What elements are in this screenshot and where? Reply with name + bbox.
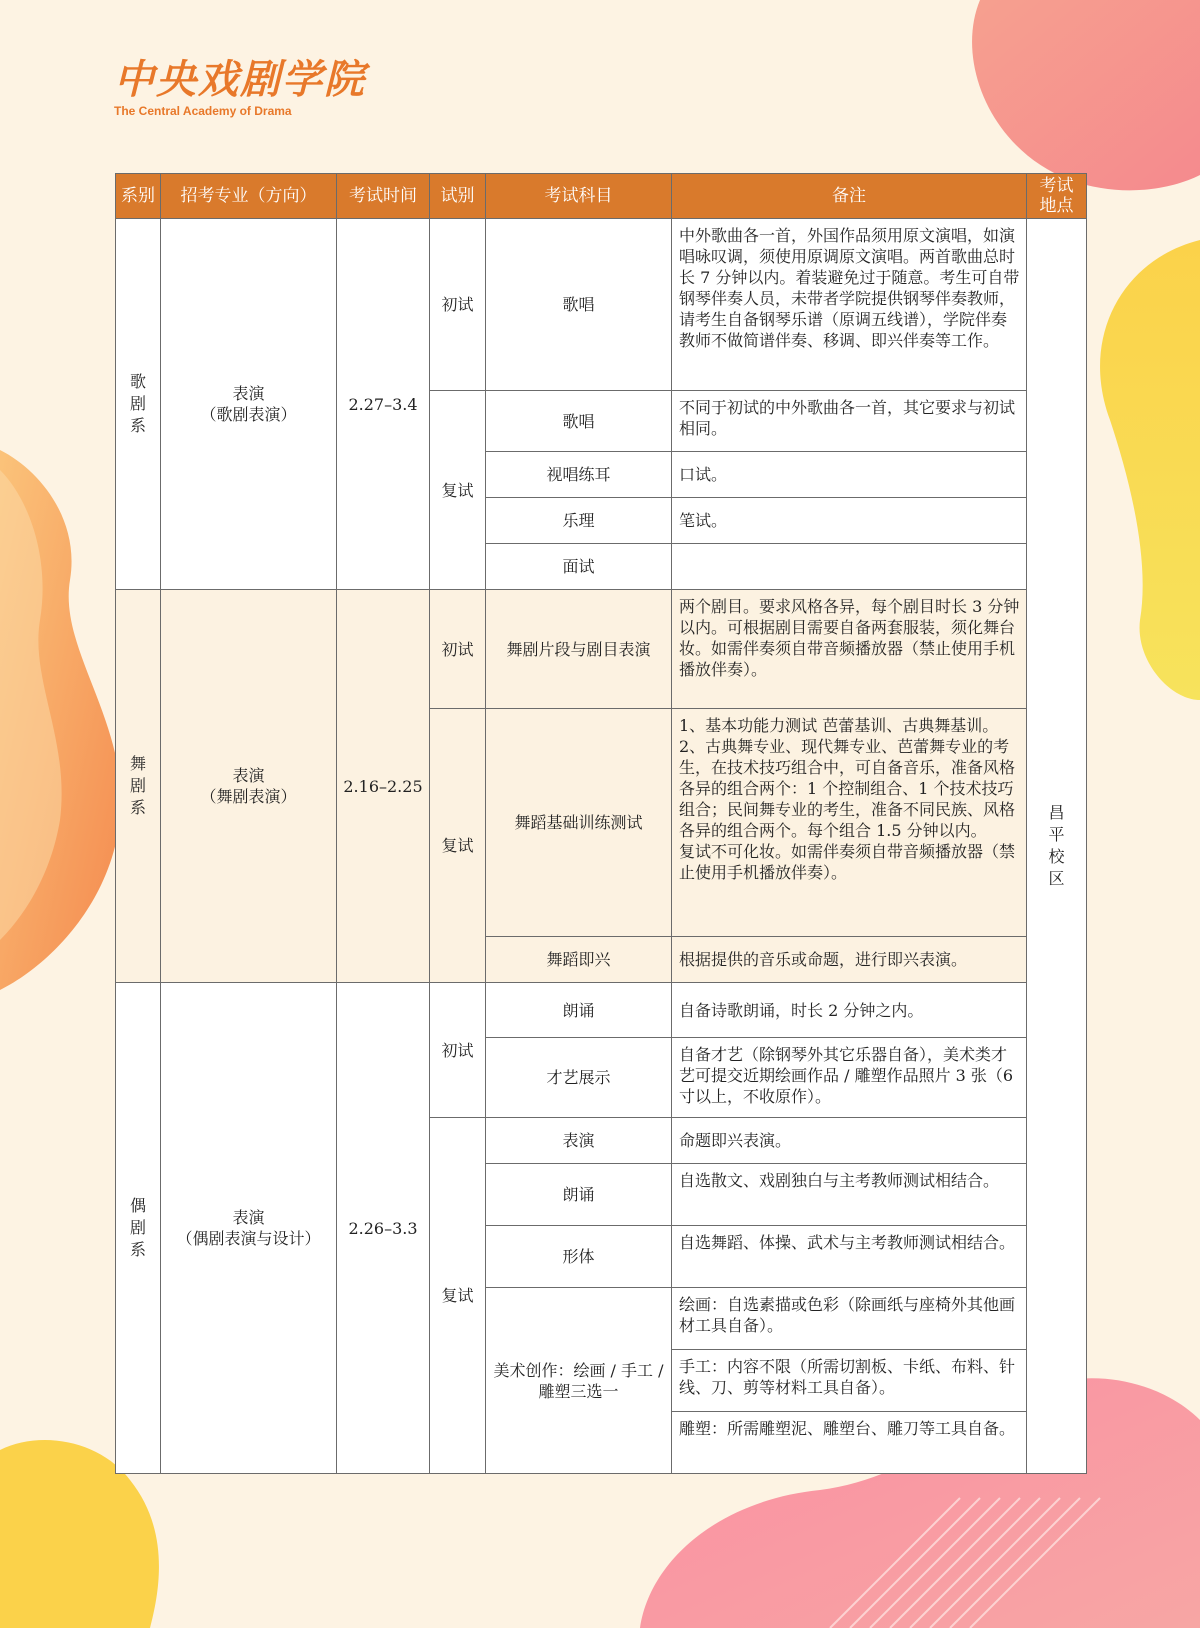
major-cell: 表演 （舞剧表演）	[161, 590, 337, 983]
round-cell: 初试	[430, 590, 486, 709]
note-cell: 不同于初试的中外歌曲各一首，其它要求与初试相同。	[672, 391, 1027, 452]
subject-cell: 舞蹈基础训练测试	[486, 709, 672, 937]
note-cell: 口试。	[672, 452, 1027, 498]
academy-logo	[114, 58, 366, 118]
header-notes: 备注	[672, 174, 1027, 219]
major-cell: 表演 （歌剧表演）	[161, 219, 337, 590]
round-cell: 复试	[430, 391, 486, 590]
header-location: 考试地点	[1027, 174, 1087, 219]
subject-cell: 形体	[486, 1226, 672, 1288]
note-cell: 命题即兴表演。	[672, 1118, 1027, 1164]
note-cell: 手工：内容不限（所需切割板、卡纸、布料、针线、刀、剪等材料工具自备）。	[672, 1350, 1027, 1412]
round-cell: 复试	[430, 709, 486, 983]
table-row	[116, 219, 1087, 391]
header-round: 试别	[430, 174, 486, 219]
subject-cell: 美术创作：绘画 / 手工 / 雕塑三选一	[486, 1288, 672, 1474]
subject-cell: 歌唱	[486, 219, 672, 391]
header-time: 考试时间	[337, 174, 430, 219]
subject-cell: 才艺展示	[486, 1038, 672, 1118]
note-cell: 绘画：自选素描或色彩（除画纸与座椅外其他画材工具自备）。	[672, 1288, 1027, 1350]
note-cell: 1、基本功能力测试 芭蕾基训、古典舞基训。 2、古典舞专业、现代舞专业、芭蕾舞专业的考生，在技术技巧组合中，可自备音乐，准备风格各异的组合两个：1 个控制组合、1 个技术技巧组合；民间舞专业的考生，准备不同民族、风格各异的组合两个。每个组合 1.5 分钟以内。 复试不可化妆。如需伴奏须自带音频播放器（禁止使用手机播放伴奏）。	[672, 709, 1027, 937]
major-cell: 表演 （偶剧表演与设计）	[161, 983, 337, 1474]
note-cell: 自选散文、戏剧独白与主考教师测试相结合。	[672, 1164, 1027, 1226]
note-cell: 两个剧目。要求风格各异，每个剧目时长 3 分钟以内。可根据剧目需要自备两套服装，须化舞台妆。如需伴奏须自带音频播放器（禁止使用手机播放伴奏）。	[672, 590, 1027, 709]
note-cell	[672, 544, 1027, 590]
subject-cell: 朗诵	[486, 1164, 672, 1226]
round-cell: 初试	[430, 983, 486, 1118]
table-header-row	[116, 174, 1087, 219]
time-cell: 2.27–3.4	[337, 219, 430, 590]
time-cell: 2.26–3.3	[337, 983, 430, 1474]
subject-cell: 舞蹈即兴	[486, 937, 672, 983]
note-cell: 根据提供的音乐或命题，进行即兴表演。	[672, 937, 1027, 983]
header-dept: 系别	[116, 174, 161, 219]
subject-cell: 面试	[486, 544, 672, 590]
location-cell: 昌平校区	[1027, 219, 1087, 1474]
subject-cell: 歌唱	[486, 391, 672, 452]
logo-chinese-name: 中央戏剧学院	[114, 56, 366, 103]
time-cell: 2.16–2.25	[337, 590, 430, 983]
round-cell: 初试	[430, 219, 486, 391]
note-cell: 雕塑：所需雕塑泥、雕塑台、雕刀等工具自备。	[672, 1412, 1027, 1474]
note-cell: 自备诗歌朗诵，时长 2 分钟之内。	[672, 983, 1027, 1038]
subject-cell: 乐理	[486, 498, 672, 544]
exam-schedule-table	[115, 173, 1087, 1474]
header-subject: 考试科目	[486, 174, 672, 219]
note-cell: 自备才艺（除钢琴外其它乐器自备），美术类才艺可提交近期绘画作品 / 雕塑作品照片 3 张（6 寸以上，不收原作）。	[672, 1038, 1027, 1118]
note-cell: 自选舞蹈、体操、武术与主考教师测试相结合。	[672, 1226, 1027, 1288]
note-cell: 中外歌曲各一首，外国作品须用原文演唱，如演唱咏叹调，须使用原调原文演唱。两首歌曲总时长 7 分钟以内。着装避免过于随意。考生可自带钢琴伴奏人员，未带者学院提供钢琴伴奏教师，请考生自备钢琴乐谱（原调五线谱），学院伴奏教师不做简谱伴奏、移调、即兴伴奏等工作。	[672, 219, 1027, 391]
logo-english-name: The Central Academy of Drama	[114, 104, 292, 118]
dept-cell: 歌剧系	[116, 219, 161, 590]
dept-cell: 偶剧系	[116, 983, 161, 1474]
table-row	[116, 590, 1087, 709]
subject-cell: 表演	[486, 1118, 672, 1164]
subject-cell: 朗诵	[486, 983, 672, 1038]
table-row	[116, 983, 1087, 1038]
note-cell: 笔试。	[672, 498, 1027, 544]
subject-cell: 舞剧片段与剧目表演	[486, 590, 672, 709]
dept-cell: 舞剧系	[116, 590, 161, 983]
subject-cell: 视唱练耳	[486, 452, 672, 498]
round-cell: 复试	[430, 1118, 486, 1474]
header-major: 招考专业（方向）	[161, 174, 337, 219]
